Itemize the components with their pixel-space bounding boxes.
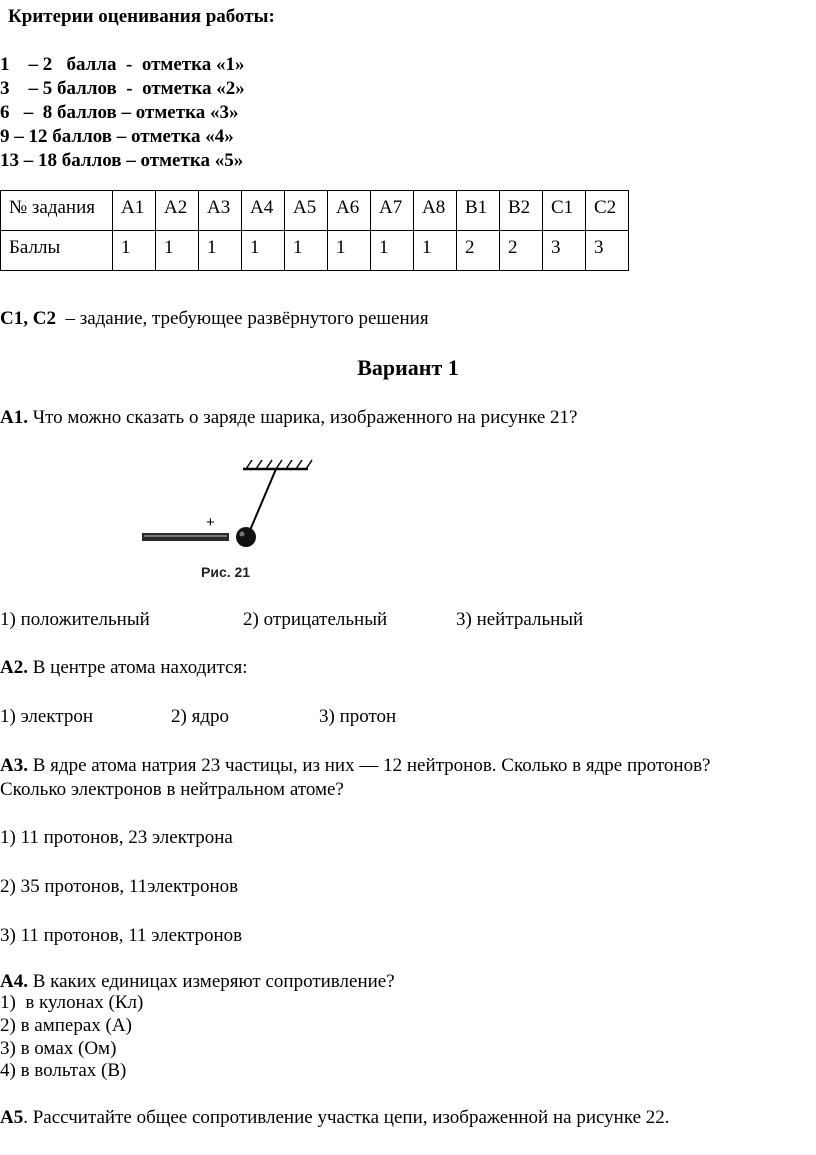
option: 1) положительный: [0, 609, 150, 630]
table-cell: 1: [328, 231, 371, 271]
table-cell: А6: [328, 191, 371, 231]
grade-line: 3 – 5 баллов - отметка «2»: [0, 78, 245, 99]
table-cell: 1: [285, 231, 328, 271]
table-header-label: № задания: [1, 191, 113, 231]
option: 2) отрицательный: [243, 609, 388, 630]
table-cell: 1: [156, 231, 199, 271]
extended-answer-note: [0, 308, 429, 331]
table-cell: 1: [242, 231, 285, 271]
question-a2: [0, 657, 248, 680]
option: 2) 35 протонов, 11электронов: [0, 876, 239, 897]
question-text: В центре атома находится:: [27, 657, 248, 678]
table-cell: А7: [371, 191, 414, 231]
question-number: А5: [0, 1107, 24, 1128]
question-number: А1.: [0, 407, 28, 428]
question-a1: [0, 407, 577, 430]
question-text: В ядре атома натрия 23 частицы, из них — 12 нейтронов. Сколько в ядре протонов?: [27, 755, 711, 776]
table-cell: 3: [543, 231, 586, 271]
note-text: – задание, требующее развёрнутого решения: [55, 308, 429, 329]
table-cell: 2: [457, 231, 500, 271]
question-a4: [0, 971, 395, 994]
option: 2) ядро: [171, 706, 229, 727]
option: 3) в омах (Ом): [0, 1038, 117, 1059]
plus-sign: +: [206, 514, 215, 531]
option: 3) нейтральный: [456, 609, 584, 630]
question-text: Что можно сказать о заряде шарика, изображенного на рисунке 21?: [27, 407, 578, 428]
option: 2) в амперах (А): [0, 1015, 132, 1036]
table-cell: А1: [113, 191, 156, 231]
question-text: . Рассчитайте общее сопротивление участка цепи, изображенной на рисунке 22.: [23, 1107, 670, 1128]
question-number: А3.: [0, 755, 28, 776]
option: 1) в кулонах (Кл): [0, 992, 144, 1013]
question-a5: [0, 1107, 670, 1130]
option: 1) электрон: [0, 706, 93, 727]
table-cell: А2: [156, 191, 199, 231]
grade-scale: [0, 53, 245, 173]
question-text-cont: Сколько электронов в нейтральном атоме?: [0, 779, 344, 800]
table-cell: 1: [414, 231, 457, 271]
table-cell: В2: [500, 191, 543, 231]
option: 3) протон: [319, 706, 397, 727]
criteria-title: Критерии оценивания работы:: [8, 6, 275, 27]
table-cell: А4: [242, 191, 285, 231]
thread: [248, 469, 276, 535]
table-cell: 1: [371, 231, 414, 271]
table-cell: В1: [457, 191, 500, 231]
note-task-ids: С1, С2: [0, 308, 56, 329]
scores-table: [0, 190, 629, 271]
option: 3) 11 протонов, 11 электронов: [0, 925, 243, 946]
table-row-label: Баллы: [1, 231, 113, 271]
question-a3: [0, 755, 711, 778]
table-cell: С1: [543, 191, 586, 231]
grade-line: 6 – 8 баллов – отметка «3»: [0, 102, 239, 123]
table-cell: С2: [586, 191, 629, 231]
grade-line: 9 – 12 баллов – отметка «4»: [0, 126, 234, 147]
grade-line: 1 – 2 балла - отметка «1»: [0, 54, 245, 75]
table-points-row: [1, 231, 629, 271]
table-cell: А5: [285, 191, 328, 231]
table-cell: 2: [500, 231, 543, 271]
question-text: В каких единицах измеряют сопротивление?: [27, 971, 395, 992]
option: 1) 11 протонов, 23 электрона: [0, 827, 233, 848]
table-cell: 1: [199, 231, 242, 271]
grade-line: 13 – 18 баллов – отметка «5»: [0, 150, 244, 171]
table-cell: 3: [586, 231, 629, 271]
table-header-row: [1, 191, 629, 231]
table-cell: А8: [414, 191, 457, 231]
figure-21: [130, 455, 320, 585]
question-number: А4.: [0, 971, 28, 992]
question-number: А2.: [0, 657, 28, 678]
table-cell: 1: [113, 231, 156, 271]
ceiling-hatch: [246, 460, 312, 469]
figure-label: Рис. 21: [201, 564, 251, 580]
charged-ball: [236, 527, 256, 547]
table-cell: А3: [199, 191, 242, 231]
option: 4) в вольтах (В): [0, 1060, 127, 1081]
variant-title: Вариант 1: [357, 355, 459, 380]
